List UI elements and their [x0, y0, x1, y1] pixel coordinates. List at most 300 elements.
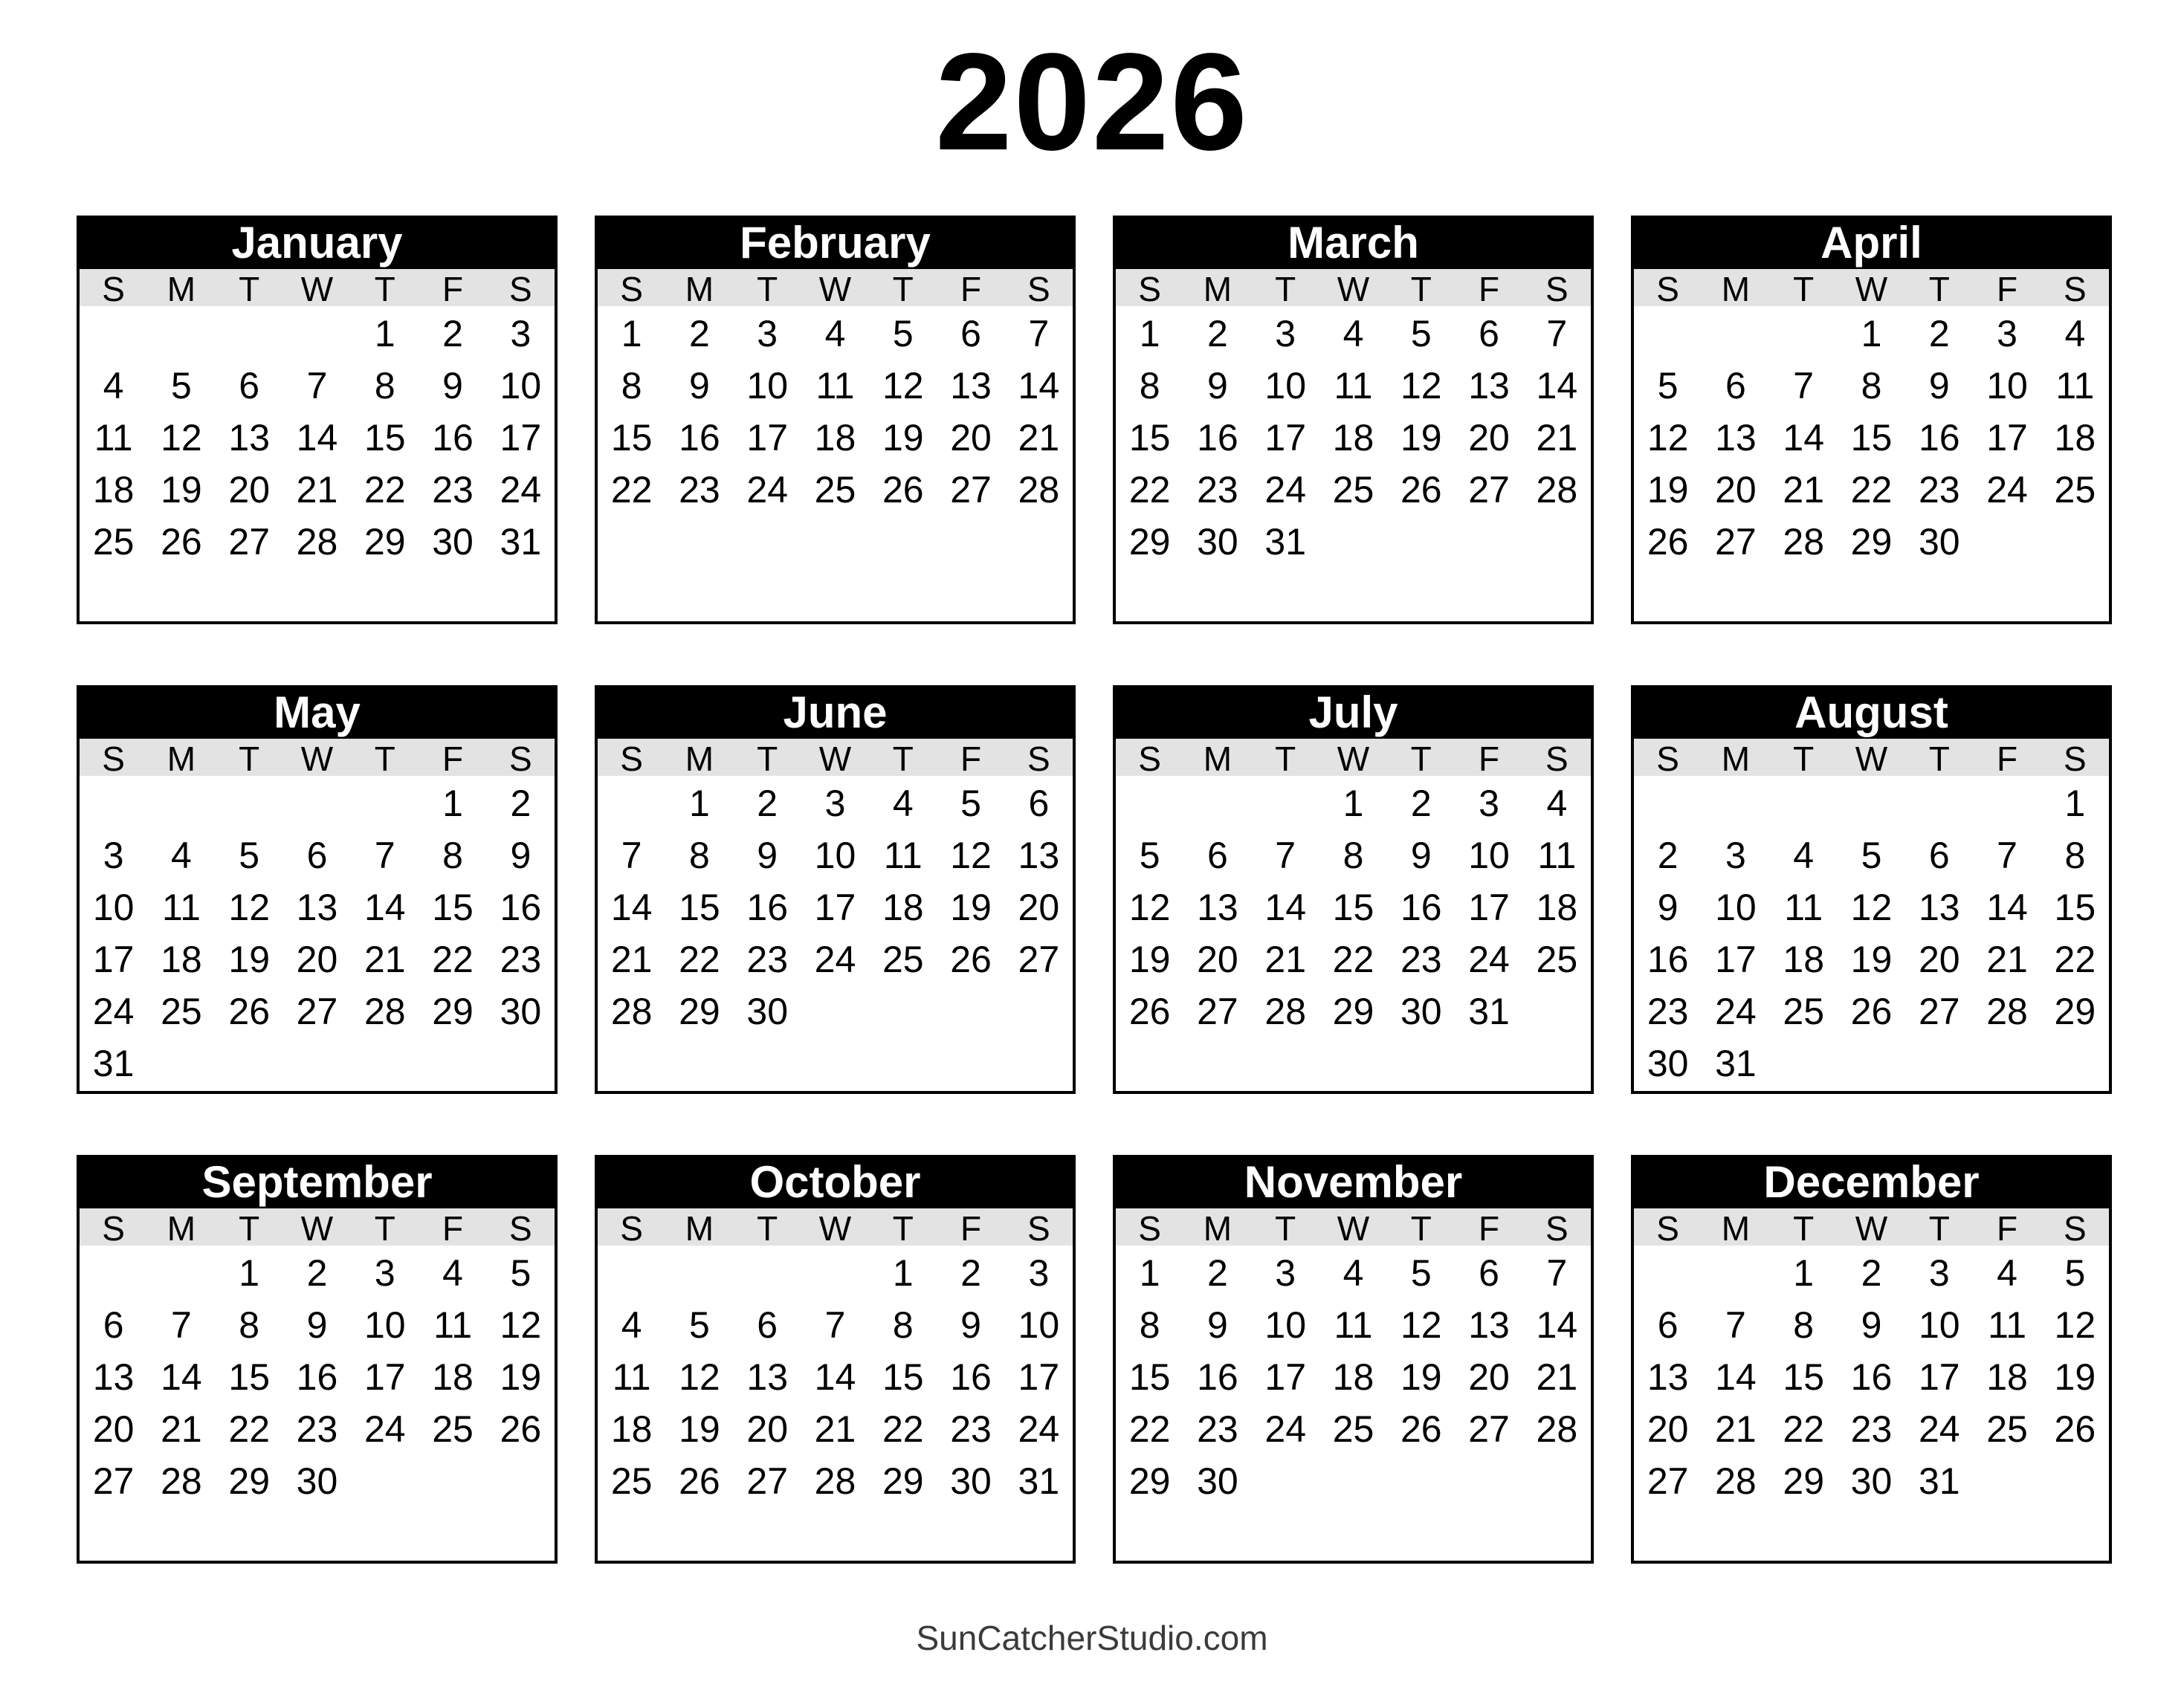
day-cell: 19: [679, 1408, 720, 1450]
weeks-area: [80, 776, 555, 1089]
day-cell: 21: [1715, 1408, 1757, 1450]
day-cell: 2: [960, 1252, 981, 1294]
weekday-header: F: [1997, 739, 2018, 778]
day-cell: 4: [2064, 312, 2086, 354]
weekday-header: F: [1997, 1208, 2018, 1248]
day-cell: 8: [1139, 1304, 1160, 1346]
week-row: [1116, 1455, 1591, 1507]
day-cell: 18: [161, 938, 202, 980]
day-cell: 7: [374, 834, 395, 876]
day-cell: 24: [814, 938, 856, 980]
day-cell: 30: [1918, 520, 1960, 563]
day-cell: 6: [306, 834, 328, 876]
day-cell: 24: [1715, 990, 1757, 1032]
weekday-header: T: [1793, 269, 1815, 308]
day-cell: 31: [92, 1042, 135, 1084]
day-cell: 6: [1657, 1304, 1679, 1346]
weekday-header: S: [102, 739, 125, 778]
weekday-header: S: [509, 1208, 532, 1248]
week-row: [598, 412, 1073, 464]
day-cell: 22: [2054, 938, 2096, 980]
day-cell: 25: [1783, 990, 1825, 1032]
day-cell: 4: [1343, 1252, 1364, 1294]
day-cell: 11: [883, 834, 923, 876]
day-cell: 18: [882, 886, 924, 928]
day-cell: 14: [296, 416, 338, 459]
week-row: [80, 985, 555, 1037]
day-cell: 23: [296, 1408, 338, 1450]
day-cell: 20: [746, 1408, 789, 1450]
week-row: [1634, 360, 2109, 412]
day-cell: 18: [1986, 1356, 2028, 1398]
day-cell: 3: [1725, 834, 1746, 876]
day-cell: 10: [1468, 834, 1510, 876]
week-row: [1634, 829, 2109, 881]
day-cell: 23: [500, 938, 542, 980]
day-cell: 5: [2064, 1252, 2086, 1294]
day-cell: 20: [1018, 886, 1060, 928]
week-row: [1634, 777, 2109, 829]
weeks-area: [1634, 306, 2109, 568]
day-cell: 9: [442, 364, 463, 407]
day-cell: 3: [1479, 782, 1499, 824]
day-cell: 17: [814, 886, 856, 928]
day-cell: 2: [757, 782, 778, 824]
day-cell: 16: [679, 416, 720, 459]
weekday-header: M: [1721, 269, 1751, 308]
weekday-header: T: [757, 1208, 778, 1248]
week-row: [1634, 412, 2109, 464]
day-cell: 14: [1783, 416, 1825, 459]
day-cell: 7: [1546, 312, 1568, 354]
day-cell: 30: [296, 1460, 338, 1502]
day-cell: 26: [882, 468, 924, 511]
day-cell: 13: [1468, 364, 1510, 407]
day-cell: 27: [1468, 1408, 1510, 1450]
day-cell: 9: [960, 1304, 981, 1346]
week-row: [1116, 933, 1591, 985]
weekday-header: F: [442, 269, 464, 308]
day-cell: 25: [1332, 1408, 1374, 1450]
day-cell: 2: [1207, 1252, 1228, 1294]
week-row: [598, 829, 1073, 881]
day-cell: 18: [1536, 886, 1578, 928]
day-cell: 16: [432, 416, 474, 459]
day-cell: 23: [1918, 468, 1960, 511]
day-cell: 28: [296, 520, 338, 563]
day-cell: 13: [1197, 886, 1238, 928]
day-cell: 17: [1264, 1356, 1307, 1398]
day-cell: 25: [92, 520, 135, 563]
week-row: [80, 933, 555, 985]
day-cell: 4: [1793, 834, 1815, 876]
day-cell: 29: [2054, 990, 2096, 1032]
day-cell: 20: [1468, 1356, 1510, 1398]
week-row: [80, 360, 555, 412]
week-row: [598, 360, 1073, 412]
day-cell: 4: [1546, 782, 1568, 824]
month-june: [595, 685, 1076, 1094]
weekday-header: T: [1410, 269, 1432, 308]
day-cell: 11: [2055, 364, 2095, 407]
day-cell: 8: [442, 834, 463, 876]
day-cell: 12: [1850, 886, 1893, 928]
day-cell: 23: [950, 1408, 992, 1450]
day-cell: 12: [228, 886, 271, 928]
weeks-area: [1634, 776, 2109, 1089]
day-cell: 26: [679, 1460, 720, 1502]
weekday-header: S: [620, 269, 643, 308]
weekday-header: W: [818, 739, 852, 778]
weekday-header: S: [1027, 1208, 1050, 1248]
day-cell: 28: [364, 990, 406, 1032]
month-title: December: [1634, 1158, 2109, 1208]
day-cell: 3: [1275, 1252, 1296, 1294]
day-cell: 12: [1647, 416, 1689, 459]
day-cell: 6: [1725, 364, 1746, 407]
day-cell: 9: [1207, 1304, 1228, 1346]
weekday-header: S: [509, 739, 532, 778]
weeks-area: [80, 1246, 555, 1507]
week-row: [1634, 1403, 2109, 1455]
month-may: [77, 685, 558, 1094]
day-cell: 23: [1400, 938, 1442, 980]
day-cell: 24: [1018, 1408, 1060, 1450]
day-cell: 14: [1715, 1356, 1757, 1398]
day-cell: 20: [950, 416, 992, 459]
month-october: [595, 1155, 1076, 1564]
week-row: [1634, 1247, 2109, 1299]
day-cell: 29: [1783, 1460, 1825, 1502]
day-cell: 3: [374, 1252, 395, 1294]
day-cell: 2: [306, 1252, 328, 1294]
day-cell: 29: [882, 1460, 924, 1502]
day-cell: 9: [1657, 886, 1679, 928]
day-cell: 6: [1028, 782, 1050, 824]
day-cell: 19: [228, 938, 271, 980]
day-cell: 28: [1536, 468, 1578, 511]
day-cell: 5: [892, 312, 914, 354]
weekday-header: M: [1721, 739, 1751, 778]
day-cell: 15: [364, 416, 406, 459]
weekday-header: T: [757, 739, 778, 778]
week-row: [80, 1247, 555, 1299]
month-title: October: [598, 1158, 1073, 1208]
day-cell: 24: [1986, 468, 2028, 511]
weekday-header: W: [1855, 269, 1888, 308]
day-cell: 26: [2054, 1408, 2096, 1450]
weekday-header: W: [1337, 269, 1370, 308]
weekday-header: S: [1138, 269, 1161, 308]
day-cell: 5: [510, 1252, 532, 1294]
day-cell: 27: [1468, 468, 1510, 511]
day-cell: 20: [1647, 1408, 1689, 1450]
day-cell: 4: [824, 312, 846, 354]
day-cell: 29: [1850, 520, 1893, 563]
day-cell: 25: [814, 468, 856, 511]
week-row: [1116, 516, 1591, 568]
weekday-header: F: [960, 739, 982, 778]
weekday-header: F: [960, 1208, 982, 1248]
day-cell: 18: [92, 468, 135, 511]
week-row: [1116, 360, 1591, 412]
day-cell: 11: [94, 416, 133, 459]
day-cell: 21: [1986, 938, 2028, 980]
weekday-band: [80, 1208, 555, 1246]
day-cell: 27: [1197, 990, 1238, 1032]
day-cell: 3: [1275, 312, 1296, 354]
weekday-header: T: [374, 1208, 395, 1248]
day-cell: 28: [1536, 1408, 1578, 1450]
day-cell: 21: [161, 1408, 202, 1450]
week-row: [1116, 464, 1591, 516]
week-row: [598, 1403, 1073, 1455]
weekday-header: S: [1027, 269, 1050, 308]
day-cell: 24: [1264, 468, 1307, 511]
day-cell: 15: [1332, 886, 1374, 928]
day-cell: 2: [1657, 834, 1679, 876]
weekday-header: F: [442, 1208, 464, 1248]
week-row: [1634, 1455, 2109, 1507]
day-cell: 2: [689, 312, 710, 354]
day-cell: 27: [1018, 938, 1060, 980]
day-cell: 10: [1018, 1304, 1060, 1346]
day-cell: 19: [1400, 1356, 1442, 1398]
day-cell: 10: [746, 364, 789, 407]
month-january: [77, 216, 558, 624]
day-cell: 6: [1928, 834, 1950, 876]
day-cell: 22: [610, 468, 653, 511]
day-cell: 29: [228, 1460, 271, 1502]
weekday-header: S: [1656, 739, 1679, 778]
day-cell: 1: [1139, 1252, 1160, 1294]
month-december: [1631, 1155, 2112, 1564]
day-cell: 18: [610, 1408, 653, 1450]
day-cell: 7: [1028, 312, 1050, 354]
day-cell: 24: [1918, 1408, 1960, 1450]
weekday-header: M: [1203, 269, 1232, 308]
month-title: November: [1116, 1158, 1591, 1208]
day-cell: 8: [1793, 1304, 1815, 1346]
day-cell: 7: [1546, 1252, 1568, 1294]
month-march: [1113, 216, 1594, 624]
day-cell: 30: [1197, 520, 1238, 563]
day-cell: 23: [1197, 1408, 1238, 1450]
week-row: [1634, 1351, 2109, 1403]
week-row: [1634, 308, 2109, 360]
day-cell: 14: [1536, 364, 1578, 407]
weekday-header: T: [1928, 269, 1950, 308]
day-cell: 16: [1647, 938, 1689, 980]
day-cell: 3: [1997, 312, 2017, 354]
day-cell: 7: [1793, 364, 1815, 407]
day-cell: 18: [1332, 416, 1374, 459]
weekday-header: F: [1479, 1208, 1500, 1248]
day-cell: 25: [2054, 468, 2096, 511]
day-cell: 28: [1018, 468, 1060, 511]
week-row: [1116, 881, 1591, 933]
weekday-header: W: [1855, 739, 1888, 778]
day-cell: 21: [814, 1408, 856, 1450]
day-cell: 19: [1647, 468, 1689, 511]
day-cell: 16: [746, 886, 789, 928]
day-cell: 10: [364, 1304, 406, 1346]
weeks-area: [80, 306, 555, 568]
day-cell: 16: [950, 1356, 992, 1398]
day-cell: 25: [161, 990, 202, 1032]
weekday-header: F: [960, 269, 982, 308]
day-cell: 15: [1783, 1356, 1825, 1398]
day-cell: 26: [1647, 520, 1689, 563]
day-cell: 11: [1334, 364, 1373, 407]
day-cell: 15: [1850, 416, 1893, 459]
day-cell: 23: [1647, 990, 1689, 1032]
day-cell: 14: [610, 886, 653, 928]
day-cell: 28: [1715, 1460, 1757, 1502]
day-cell: 9: [306, 1304, 328, 1346]
week-row: [1634, 1037, 2109, 1089]
weekday-header: T: [892, 269, 914, 308]
day-cell: 29: [679, 990, 720, 1032]
day-cell: 9: [1928, 364, 1950, 407]
day-cell: 27: [92, 1460, 135, 1502]
day-cell: 17: [1918, 1356, 1960, 1398]
week-row: [598, 1455, 1073, 1507]
day-cell: 5: [960, 782, 981, 824]
day-cell: 12: [500, 1304, 542, 1346]
day-cell: 14: [1536, 1304, 1578, 1346]
day-cell: 5: [171, 364, 192, 407]
weeks-area: [1116, 1246, 1591, 1507]
weekday-header: S: [1656, 269, 1679, 308]
weekday-header: T: [1410, 1208, 1432, 1248]
day-cell: 1: [689, 782, 710, 824]
day-cell: 7: [621, 834, 642, 876]
day-cell: 27: [746, 1460, 789, 1502]
day-cell: 28: [814, 1460, 856, 1502]
day-cell: 24: [746, 468, 789, 511]
weekday-band: [80, 269, 555, 306]
week-row: [598, 464, 1073, 516]
day-cell: 6: [1479, 1252, 1499, 1294]
weekday-header: T: [892, 739, 914, 778]
month-july: [1113, 685, 1594, 1094]
month-september: [77, 1155, 558, 1564]
day-cell: 30: [1400, 990, 1442, 1032]
month-august: [1631, 685, 2112, 1094]
day-cell: 31: [1918, 1460, 1960, 1502]
month-title: January: [80, 218, 555, 269]
month-february: [595, 216, 1076, 624]
day-cell: 10: [1715, 886, 1757, 928]
weekday-header: S: [1545, 1208, 1568, 1248]
day-cell: 27: [296, 990, 338, 1032]
day-cell: 20: [1197, 938, 1238, 980]
day-cell: 1: [374, 312, 395, 354]
weeks-area: [598, 776, 1073, 1037]
week-row: [598, 777, 1073, 829]
day-cell: 14: [1018, 364, 1060, 407]
weekday-header: M: [167, 1208, 196, 1248]
weekday-band: [598, 269, 1073, 306]
weekday-header: T: [1275, 739, 1296, 778]
day-cell: 22: [1850, 468, 1893, 511]
weekday-header: W: [300, 269, 334, 308]
weeks-area: [598, 1246, 1073, 1507]
day-cell: 22: [228, 1408, 271, 1450]
day-cell: 27: [950, 468, 992, 511]
week-row: [80, 777, 555, 829]
day-cell: 11: [1537, 834, 1577, 876]
day-cell: 13: [746, 1356, 789, 1398]
day-cell: 15: [1128, 416, 1171, 459]
month-title: February: [598, 218, 1073, 269]
day-cell: 17: [364, 1356, 406, 1398]
day-cell: 13: [1918, 886, 1960, 928]
weeks-area: [1116, 306, 1591, 568]
day-cell: 18: [432, 1356, 474, 1398]
day-cell: 3: [757, 312, 778, 354]
day-cell: 3: [824, 782, 846, 824]
weekday-header: S: [1138, 1208, 1161, 1248]
day-cell: 1: [2064, 782, 2086, 824]
day-cell: 17: [500, 416, 542, 459]
day-cell: 21: [296, 468, 338, 511]
day-cell: 29: [1128, 1460, 1171, 1502]
day-cell: 16: [500, 886, 542, 928]
day-cell: 29: [364, 520, 406, 563]
day-cell: 21: [1536, 1356, 1578, 1398]
week-row: [1634, 516, 2109, 568]
day-cell: 9: [1410, 834, 1432, 876]
day-cell: 25: [432, 1408, 474, 1450]
day-cell: 13: [228, 416, 271, 459]
day-cell: 1: [1861, 312, 1882, 354]
day-cell: 24: [500, 468, 542, 511]
weekday-header: T: [1928, 739, 1950, 778]
week-row: [1116, 412, 1591, 464]
day-cell: 31: [1018, 1460, 1060, 1502]
day-cell: 10: [1264, 364, 1307, 407]
day-cell: 11: [1784, 886, 1823, 928]
weekday-header: F: [1997, 269, 2018, 308]
day-cell: 10: [500, 364, 542, 407]
day-cell: 8: [374, 364, 395, 407]
day-cell: 14: [364, 886, 406, 928]
day-cell: 22: [1332, 938, 1374, 980]
day-cell: 5: [1410, 1252, 1432, 1294]
day-cell: 23: [1197, 468, 1238, 511]
day-cell: 18: [2054, 416, 2096, 459]
day-cell: 8: [1343, 834, 1364, 876]
weekday-band: [80, 739, 555, 776]
day-cell: 7: [1997, 834, 2017, 876]
day-cell: 7: [306, 364, 328, 407]
day-cell: 17: [746, 416, 789, 459]
week-row: [1116, 1247, 1591, 1299]
day-cell: 26: [1400, 468, 1442, 511]
weekday-header: T: [239, 269, 260, 308]
footer-site-text: SunCatcherStudio.com: [916, 1619, 1268, 1657]
day-cell: 12: [1400, 364, 1442, 407]
day-cell: 24: [364, 1408, 406, 1450]
day-cell: 28: [1264, 990, 1307, 1032]
week-row: [80, 1403, 555, 1455]
weekday-header: M: [685, 1208, 714, 1248]
weekday-header: T: [374, 269, 395, 308]
weeks-area: [598, 306, 1073, 516]
weekday-header: W: [818, 1208, 852, 1248]
